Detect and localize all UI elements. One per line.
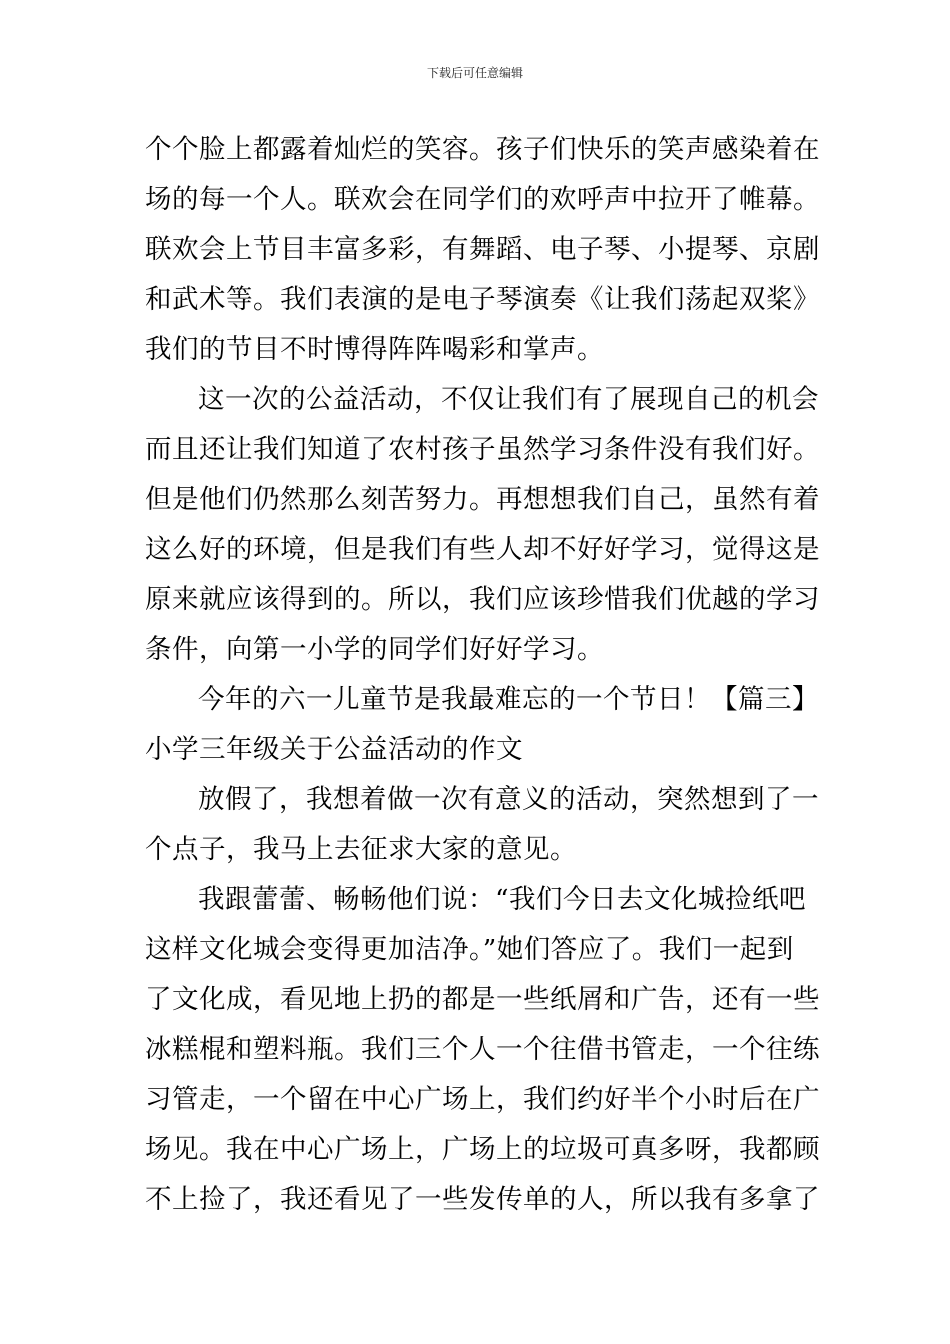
text-line: 我们的节目不时博得阵阵喝彩和掌声。 bbox=[145, 334, 604, 365]
text-line: 了文化成，看见地上扔的都是一些纸屑和广告，还有一些 bbox=[145, 984, 820, 1015]
text-line: 和武术等。我们表演的是电子琴演奏《让我们荡起双桨》 bbox=[145, 284, 820, 315]
text-line: 这样文化城会变得更加洁净。”她们答应了。我们一起到 bbox=[145, 934, 794, 965]
paragraph-start-line: 我跟蕾蕾、畅畅他们说：“我们今日去文化城捡纸吧 bbox=[198, 884, 807, 915]
text-line: 个个脸上都露着灿烂的笑容。孩子们快乐的笑声感染着在 bbox=[145, 134, 820, 165]
text-line: 而且还让我们知道了农村孩子虽然学习条件没有我们好。 bbox=[145, 434, 820, 465]
text-line: 个点子，我马上去征求大家的意见。 bbox=[145, 834, 577, 865]
text-line: 但是他们仍然那么刻苦努力。再想想我们自己，虽然有着 bbox=[145, 484, 820, 515]
text-line: 不上捡了，我还看见了一些发传单的人，所以我有多拿了 bbox=[145, 1184, 820, 1215]
text-line: 条件，向第一小学的同学们好好学习。 bbox=[145, 634, 604, 665]
text-line: 联欢会上节目丰富多彩，有舞蹈、电子琴、小提琴、京剧 bbox=[145, 234, 820, 265]
paragraph-start-line: 这一次的公益活动，不仅让我们有了展现自己的机会 bbox=[198, 384, 819, 415]
text-line: 习管走，一个留在中心广场上，我们约好半个小时后在广 bbox=[145, 1084, 820, 1115]
text-line: 原来就应该得到的。所以，我们应该珍惜我们优越的学习 bbox=[145, 584, 820, 615]
text-line: 场见。我在中心广场上，广场上的垃圾可真多呀，我都顾 bbox=[145, 1134, 820, 1165]
paragraph-start-line: 放假了，我想着做一次有意义的活动，突然想到了一 bbox=[198, 784, 819, 815]
section-title-line: 小学三年级关于公益活动的作文 bbox=[145, 734, 523, 765]
paragraph-start-line: 今年的六一儿童节是我最难忘的一个节日！【篇三】 bbox=[198, 684, 819, 715]
page-header: 下载后可任意编辑 bbox=[426, 66, 523, 80]
text-line: 冰糕棍和塑料瓶。我们三个人一个往借书管走，一个往练 bbox=[145, 1034, 820, 1065]
text-line: 场的每一个人。联欢会在同学们的欢呼声中拉开了帷幕。 bbox=[145, 184, 820, 215]
text-line: 这么好的环境，但是我们有些人却不好好学习，觉得这是 bbox=[145, 534, 820, 565]
